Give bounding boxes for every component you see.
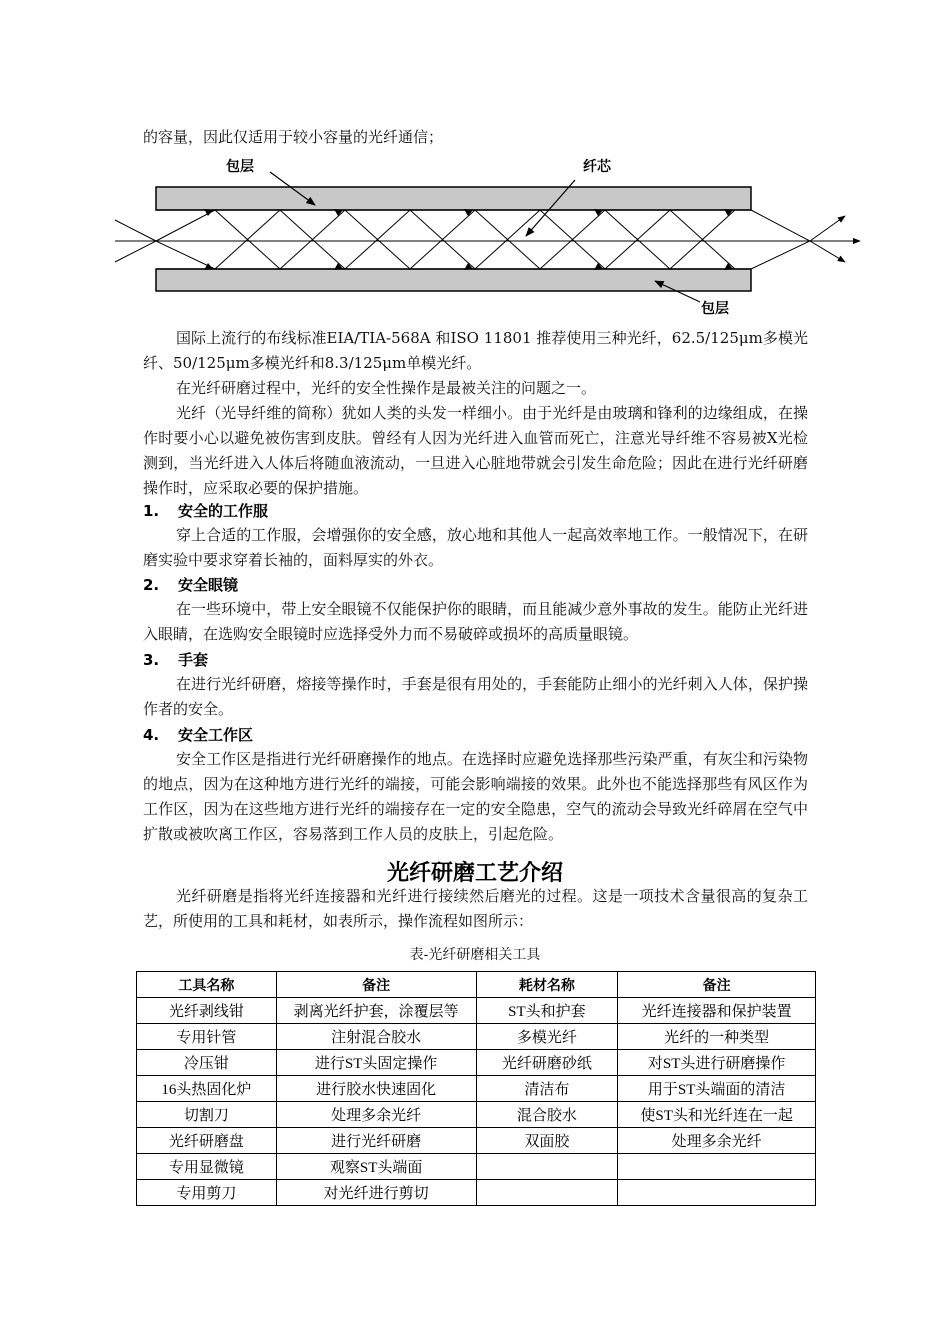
- table-cell: 冷压钳: [137, 1050, 277, 1076]
- section-body-2: 在一些环境中，带上安全眼镜不仅能保护你的眼睛，而且能减少意外事故的发生。能防止光纤进入眼睛，在选购安全眼镜时应选择受外力而不易破碎或损坏的高质量眼镜。: [143, 600, 808, 643]
- table-cell: 切割刀: [137, 1102, 277, 1128]
- section-body-3: 在进行光纤研磨，熔接等操作时，手套是很有用处的，手套能防止细小的光纤刺入人体，保护操作者的安全。: [143, 675, 808, 718]
- table-cell: 混合胶水: [476, 1102, 618, 1128]
- table-cell: 剥离光纤护套，涂覆层等: [276, 998, 476, 1024]
- table-cell: 观察ST头端面: [276, 1154, 476, 1180]
- header-consumable-note: 备注: [618, 972, 816, 998]
- table-cell: 处理多余光纤: [276, 1102, 476, 1128]
- table-cell: 清洁布: [476, 1076, 618, 1102]
- table-cell: [476, 1180, 618, 1206]
- header-consumable-name: 耗材名称: [476, 972, 618, 998]
- header-tool-note: 备注: [276, 972, 476, 998]
- section-heading-4: 4. 安全工作区: [143, 726, 254, 744]
- table-cell: ST头和护套: [476, 998, 618, 1024]
- table-cell: 光纤研磨砂纸: [476, 1050, 618, 1076]
- section-heading-1: 1. 安全的工作服: [143, 502, 269, 520]
- paragraph-standards: 国际上流行的布线标准EIA/TIA-568A 和ISO 11801 推荐使用三种光纤，62.5/125μm多模光纤、50/125μm多模光纤和8.3/125μm单模光纤。: [143, 329, 808, 372]
- table-cell: 对光纤进行剪切: [276, 1180, 476, 1206]
- table-caption: 表-光纤研磨相关工具: [409, 947, 541, 963]
- section-body-1: 穿上合适的工作服，会增强你的安全感，放心地和其他人一起高效率地工作。一般情况下，在研磨实验中要求穿着长袖的，面料厚实的外衣。: [143, 526, 808, 569]
- paragraph-hazard: 光纤（光导纤维的简称）犹如人类的头发一样细小。由于光纤是由玻璃和锋利的边缘组成，在操作时要小心以避免被伤害到皮肤。曾经有人因为光纤进入血管而死亡，注意光导纤维不容易被X光检测到，当光纤进入人体后将随血液流动，一旦进入心脏地带就会引发生命危险；因此在进行光纤研磨操作时，应采取必要的保护措施。: [143, 404, 808, 497]
- table-cell: 双面胶: [476, 1128, 618, 1154]
- zigzag-ray-a: [115, 210, 751, 269]
- tools-table: [136, 971, 816, 1206]
- label-cladding-bottom: 包层: [701, 301, 729, 317]
- optical-fiber-diagram: [110, 150, 870, 320]
- table-row: [137, 1024, 816, 1050]
- table-row: [137, 1050, 816, 1076]
- section-body-4: 安全工作区是指进行光纤研磨操作的地点。在选择时应避免选择那些污染严重，有灰尘和污染物的地点，因为在这种地方进行光纤的端接，可能会影响端接的效果。此外也不能选择那些有风区作为工作区，因为在这些地方进行光纤的端接存在一定的安全隐患，空气的流动会导致光纤碎屑在空气中扩散或被吹离工作区，容易落到工作人员的皮肤上，引起危险。: [143, 750, 808, 843]
- table-cell: 处理多余光纤: [618, 1128, 816, 1154]
- table-cell: [618, 1180, 816, 1206]
- table-row: [137, 1128, 816, 1154]
- label-core: 纤芯: [583, 159, 611, 175]
- table-row: [137, 1076, 816, 1102]
- table-cell: 进行胶水快速固化: [276, 1076, 476, 1102]
- table-cell: 光纤连接器和保护装置: [618, 998, 816, 1024]
- process-title: 光纤研磨工艺介绍: [386, 861, 563, 886]
- table-cell: 使ST头和光纤连在一起: [618, 1102, 816, 1128]
- table-row: [137, 1102, 816, 1128]
- table-cell: 多模光纤: [476, 1024, 618, 1050]
- cladding-top: [156, 187, 751, 210]
- paragraph-safety-intro: 在光纤研磨过程中，光纤的安全性操作是最被关注的问题之一。: [176, 379, 597, 397]
- table-cell: 注射混合胶水: [276, 1024, 476, 1050]
- table-cell: 进行ST头固定操作: [276, 1050, 476, 1076]
- intro-line: 的容量，因此仅适用于较小容量的光纤通信；: [143, 128, 444, 146]
- table-cell: 用于ST头端面的清洁: [618, 1076, 816, 1102]
- table-cell: [476, 1154, 618, 1180]
- table-header-row: [137, 972, 816, 998]
- table-cell: 专用针管: [137, 1024, 277, 1050]
- table-row: [137, 998, 816, 1024]
- label-cladding-top: 包层: [226, 159, 254, 175]
- zigzag-ray-b: [115, 210, 751, 269]
- table-cell: 光纤研磨盘: [137, 1128, 277, 1154]
- table-cell: 对ST头进行研磨操作: [618, 1050, 816, 1076]
- output-ray-a: [751, 216, 845, 269]
- output-ray-b: [751, 210, 845, 262]
- section-heading-2: 2. 安全眼镜: [143, 576, 239, 594]
- table-row: [137, 1180, 816, 1206]
- table-cell: 进行光纤研磨: [276, 1128, 476, 1154]
- process-intro: 光纤研磨是指将光纤连接器和光纤进行接续然后磨光的过程。这是一项技术含量很高的复杂工艺，所使用的工具和耗材，如表所示，操作流程如图所示：: [143, 887, 808, 930]
- table-row: [137, 1154, 816, 1180]
- table-cell: 光纤的一种类型: [618, 1024, 816, 1050]
- header-tool-name: 工具名称: [137, 972, 277, 998]
- cladding-bottom: [156, 269, 751, 291]
- table-cell: 光纤剥线钳: [137, 998, 277, 1024]
- table-cell: 16头热固化炉: [137, 1076, 277, 1102]
- table-cell: 专用剪刀: [137, 1180, 277, 1206]
- section-heading-3: 3. 手套: [143, 651, 209, 669]
- table-cell: [618, 1154, 816, 1180]
- table-cell: 专用显微镜: [137, 1154, 277, 1180]
